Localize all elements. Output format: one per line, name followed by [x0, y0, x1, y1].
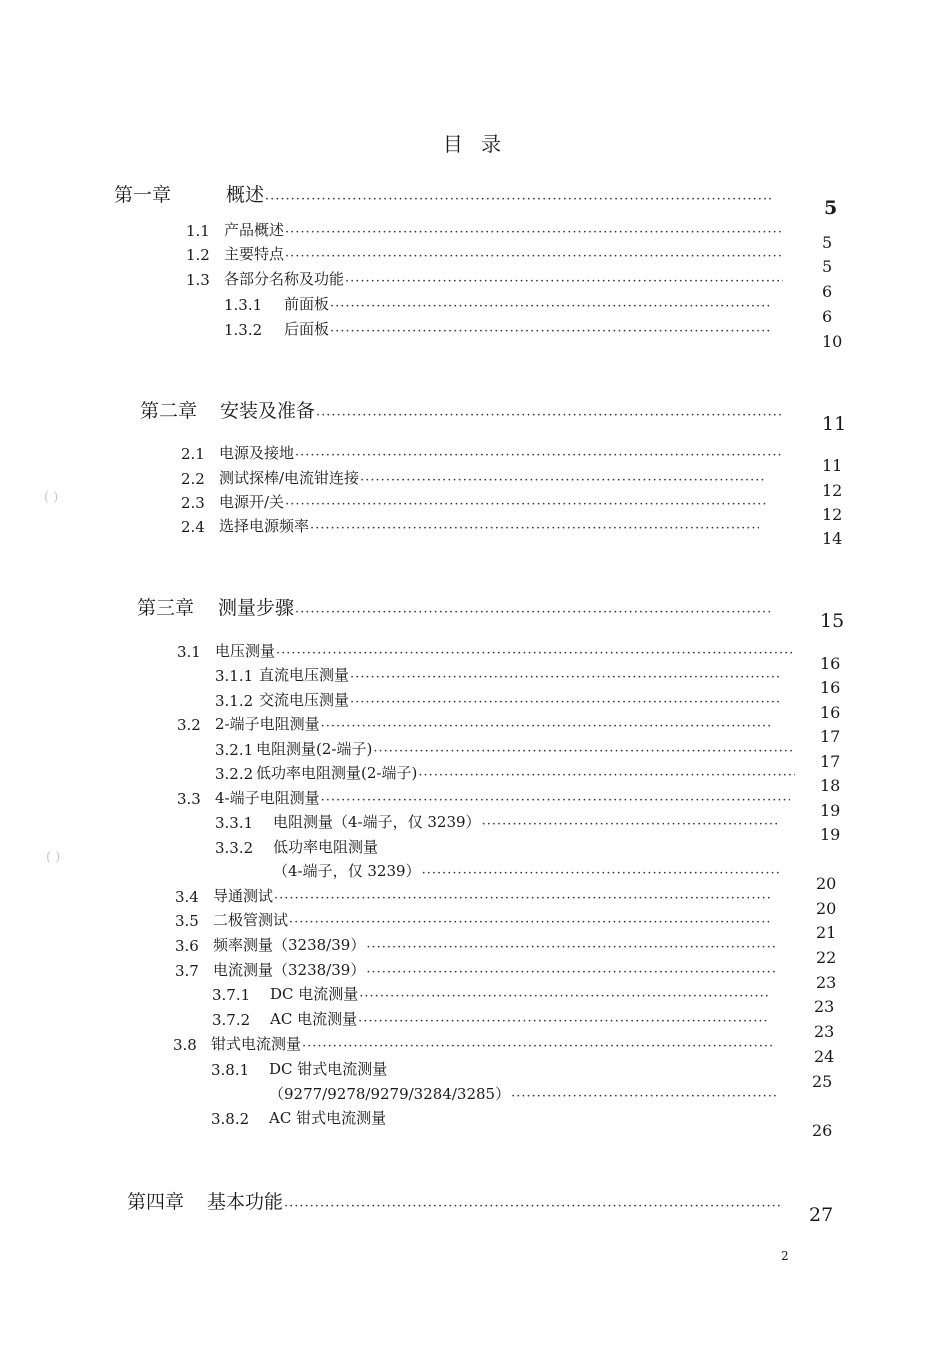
toc-entry-title: AC 电流测量 [270, 1010, 358, 1028]
toc-entry-title: 测量步骤 [218, 597, 295, 619]
toc-entry-title: 产品概述 [224, 221, 285, 239]
toc-entry-title: 2-端子电阻测量 [215, 715, 320, 733]
toc-entry-title: 直流电压测量 [259, 666, 350, 684]
toc-dot-leader [285, 225, 783, 240]
toc-entry-page: 16 [820, 678, 841, 697]
toc-dot-leader [373, 744, 795, 759]
toc-entry-title: 电阻测量（4-端子，仅 3239） [273, 813, 481, 831]
toc-entry-page: 17 [820, 727, 841, 746]
toc-entry-page: 23 [814, 997, 835, 1016]
toc-entry[interactable] [215, 833, 760, 857]
toc-entry-number: 第一章 [114, 184, 172, 206]
toc-entry-number: 2.3 [181, 494, 205, 512]
toc-entry-title: 电流测量（3238/39） [213, 961, 366, 979]
toc-entry[interactable] [186, 265, 833, 301]
toc-entry-page: 20 [816, 899, 837, 918]
toc-entry-page: 16 [820, 654, 841, 673]
toc-entry-page: 6 [822, 282, 833, 301]
toc-entry-number: 3.2.2 [215, 765, 254, 783]
toc-dot-leader [302, 1039, 772, 1054]
toc-entry-title: 各部分名称及功能 [224, 270, 345, 288]
toc-entry-page: 16 [820, 703, 841, 722]
toc-entry-title: 电压测量 [215, 642, 276, 660]
toc-dot-leader [418, 768, 795, 783]
toc-dot-leader [321, 793, 790, 808]
toc-entry[interactable] [140, 399, 847, 435]
toc-entry[interactable] [137, 596, 845, 632]
toc-entry-number: 2.1 [181, 445, 205, 463]
toc-entry-page: 15 [820, 610, 845, 632]
toc-entry-number: 3.3 [177, 790, 201, 808]
toc-entry-number: 第四章 [127, 1191, 185, 1213]
toc-dot-leader [330, 324, 770, 339]
toc-dot-leader [358, 1014, 768, 1029]
toc-dot-leader [276, 646, 795, 661]
toc-entry-number: 3.8.2 [211, 1110, 250, 1128]
toc-entry[interactable] [215, 808, 841, 844]
toc-entry-number: 1.3.1 [224, 296, 263, 314]
toc-entry-number: 第二章 [140, 400, 198, 422]
toc-entry-page: 21 [816, 923, 837, 942]
toc-entry-number: 3.5 [175, 912, 199, 930]
toc-entry-page: 11 [822, 413, 847, 435]
toc-entry-page: 10 [822, 332, 843, 351]
toc-entry-title: 频率测量（3238/39） [213, 936, 366, 954]
page-number: 2 [781, 1249, 789, 1263]
toc-entry[interactable] [211, 1104, 833, 1140]
toc-entry-page: 14 [822, 529, 843, 548]
toc-entry-number: 3.1 [177, 643, 201, 661]
toc-entry-title: 低功率电阻测量(2-端子) [256, 764, 418, 782]
toc-entry-page: 6 [822, 307, 833, 326]
toc-entry-title: 低功率电阻测量 [273, 838, 379, 856]
toc-entry[interactable] [215, 686, 841, 722]
toc-entry-number: 3.2 [177, 716, 201, 734]
toc-entry-page: 18 [820, 776, 841, 795]
toc-dot-leader [350, 670, 781, 685]
toc-entry-number: 3.8 [173, 1036, 197, 1054]
toc-entry[interactable] [181, 488, 843, 524]
toc-dot-leader [366, 965, 777, 980]
toc-entry-number: 3.6 [175, 937, 199, 955]
toc-entry-page: 11 [822, 456, 843, 475]
toc-entry-title: 交流电压测量 [259, 691, 350, 709]
toc-entry-title: 安装及准备 [220, 400, 316, 422]
toc-dot-leader [359, 989, 768, 1004]
toc-entry-number: 3.4 [175, 888, 199, 906]
toc-entry-title: 钳式电流测量 [211, 1035, 302, 1053]
toc-entry-title: （4-端子，仅 3239） [273, 862, 421, 880]
toc-entry[interactable] [175, 882, 837, 918]
toc-entry[interactable] [224, 290, 833, 326]
toc-entry-page: 20 [816, 874, 837, 893]
toc-entry-page: 23 [814, 1022, 835, 1041]
toc-entry-title: 前面板 [284, 295, 330, 313]
toc-entry[interactable] [114, 183, 838, 219]
toc-entry-title: 后面板 [284, 320, 330, 338]
toc-entry-title: 电源及接地 [219, 444, 295, 462]
toc-entry-page: 12 [822, 481, 843, 500]
toc-entry-page: 19 [820, 801, 841, 820]
toc-entry[interactable] [215, 857, 837, 893]
toc-dot-leader [511, 1089, 777, 1104]
toc-dot-leader [316, 408, 781, 423]
toc-entry[interactable] [211, 1080, 777, 1104]
toc-entry-number: 第三章 [137, 597, 195, 619]
toc-dot-leader [350, 695, 781, 710]
toc-entry-page: 19 [820, 825, 841, 844]
toc-dot-leader [285, 497, 766, 512]
toc-entry[interactable] [212, 1005, 835, 1041]
toc-entry-page: 22 [816, 948, 837, 967]
toc-entry-title: 选择电源频率 [219, 517, 310, 535]
toc-dot-leader [366, 940, 777, 955]
toc-entry-page: 5 [824, 197, 838, 219]
toc-entry[interactable] [127, 1190, 834, 1226]
toc-entry-title: 基本功能 [207, 1191, 284, 1213]
toc-entry-page: 12 [822, 505, 843, 524]
toc-entry-title: 二极管测试 [213, 911, 289, 929]
toc-dot-leader [295, 448, 781, 463]
toc-dot-leader [265, 192, 772, 207]
toc-entry[interactable] [212, 980, 835, 1016]
toc-entry-title: 主要特点 [224, 245, 285, 263]
toc-entry-page: 27 [809, 1204, 834, 1226]
toc-entry-title: 电源开/关 [219, 493, 285, 511]
toc-entry-title: 4-端子电阻测量 [215, 789, 320, 807]
toc-entry-number: 3.8.1 [211, 1061, 250, 1079]
toc-entry-number: 1.3 [186, 271, 210, 289]
toc-entry-title: （9277/9278/9279/3284/3285） [269, 1085, 511, 1103]
toc-dot-leader [360, 473, 766, 488]
toc-entry-page: 26 [812, 1121, 833, 1140]
toc-entry-title: 测试探棒/电流钳连接 [219, 469, 360, 487]
toc-entry-title: 导通测试 [213, 887, 274, 905]
toc-dot-leader [330, 299, 770, 314]
toc-entry-number: 3.7.1 [212, 986, 251, 1004]
scan-mark: ( ) [44, 490, 59, 505]
toc-dot-leader [321, 719, 772, 734]
toc-entry-page: 25 [812, 1072, 833, 1091]
toc-entry[interactable] [215, 735, 841, 771]
toc-entry-title: DC 电流测量 [270, 985, 359, 1003]
toc-dot-leader [274, 891, 772, 906]
toc-entry-page: 17 [820, 752, 841, 771]
toc-entry-page: 5 [822, 233, 833, 252]
toc-entry-number: 3.2.1 [215, 741, 254, 759]
toc-entry[interactable] [215, 661, 841, 697]
toc-dot-leader [284, 1199, 782, 1214]
toc-entry-number: 3.1.2 [215, 692, 254, 710]
toc-entry-number: 2.2 [181, 470, 205, 488]
toc-entry-title: 电阻测量(2-端子) [256, 740, 373, 758]
toc-entry[interactable] [177, 637, 841, 673]
toc-dot-leader [422, 866, 779, 881]
toc-entry-number: 3.1.1 [215, 667, 254, 685]
toc-dot-leader [345, 274, 783, 289]
toc-dot-leader [295, 605, 772, 620]
toc-entry-title: AC 钳式电流测量 [269, 1109, 387, 1127]
toc-entry[interactable] [186, 216, 833, 252]
toc-entry-page: 24 [814, 1047, 835, 1066]
toc-entry-number: 1.3.2 [224, 321, 263, 339]
toc-entry[interactable] [224, 315, 843, 351]
toc-entry[interactable] [181, 439, 843, 475]
toc-dot-leader [285, 249, 783, 264]
toc-entry[interactable] [186, 240, 833, 276]
toc-entry-number: 1.2 [186, 246, 210, 264]
scan-mark: ( ) [46, 850, 61, 865]
page-title: 目 录 [442, 132, 508, 156]
toc-entry-number: 3.7 [175, 962, 199, 980]
toc-entry-title: DC 钳式电流测量 [269, 1060, 388, 1078]
toc-entry-page: 23 [816, 973, 837, 992]
toc-dot-leader [289, 915, 772, 930]
toc-dot-leader [310, 521, 759, 536]
toc-entry-number: 3.3.2 [215, 839, 254, 857]
toc-entry-number: 2.4 [181, 518, 205, 536]
toc-entry-number: 3.3.1 [215, 814, 254, 832]
toc-entry-page: 5 [822, 257, 833, 276]
toc-entry-number: 3.7.2 [212, 1011, 251, 1029]
toc-entry-number: 1.1 [186, 222, 210, 240]
toc-entry-title: 概述 [226, 184, 265, 206]
toc-dot-leader [482, 817, 779, 832]
